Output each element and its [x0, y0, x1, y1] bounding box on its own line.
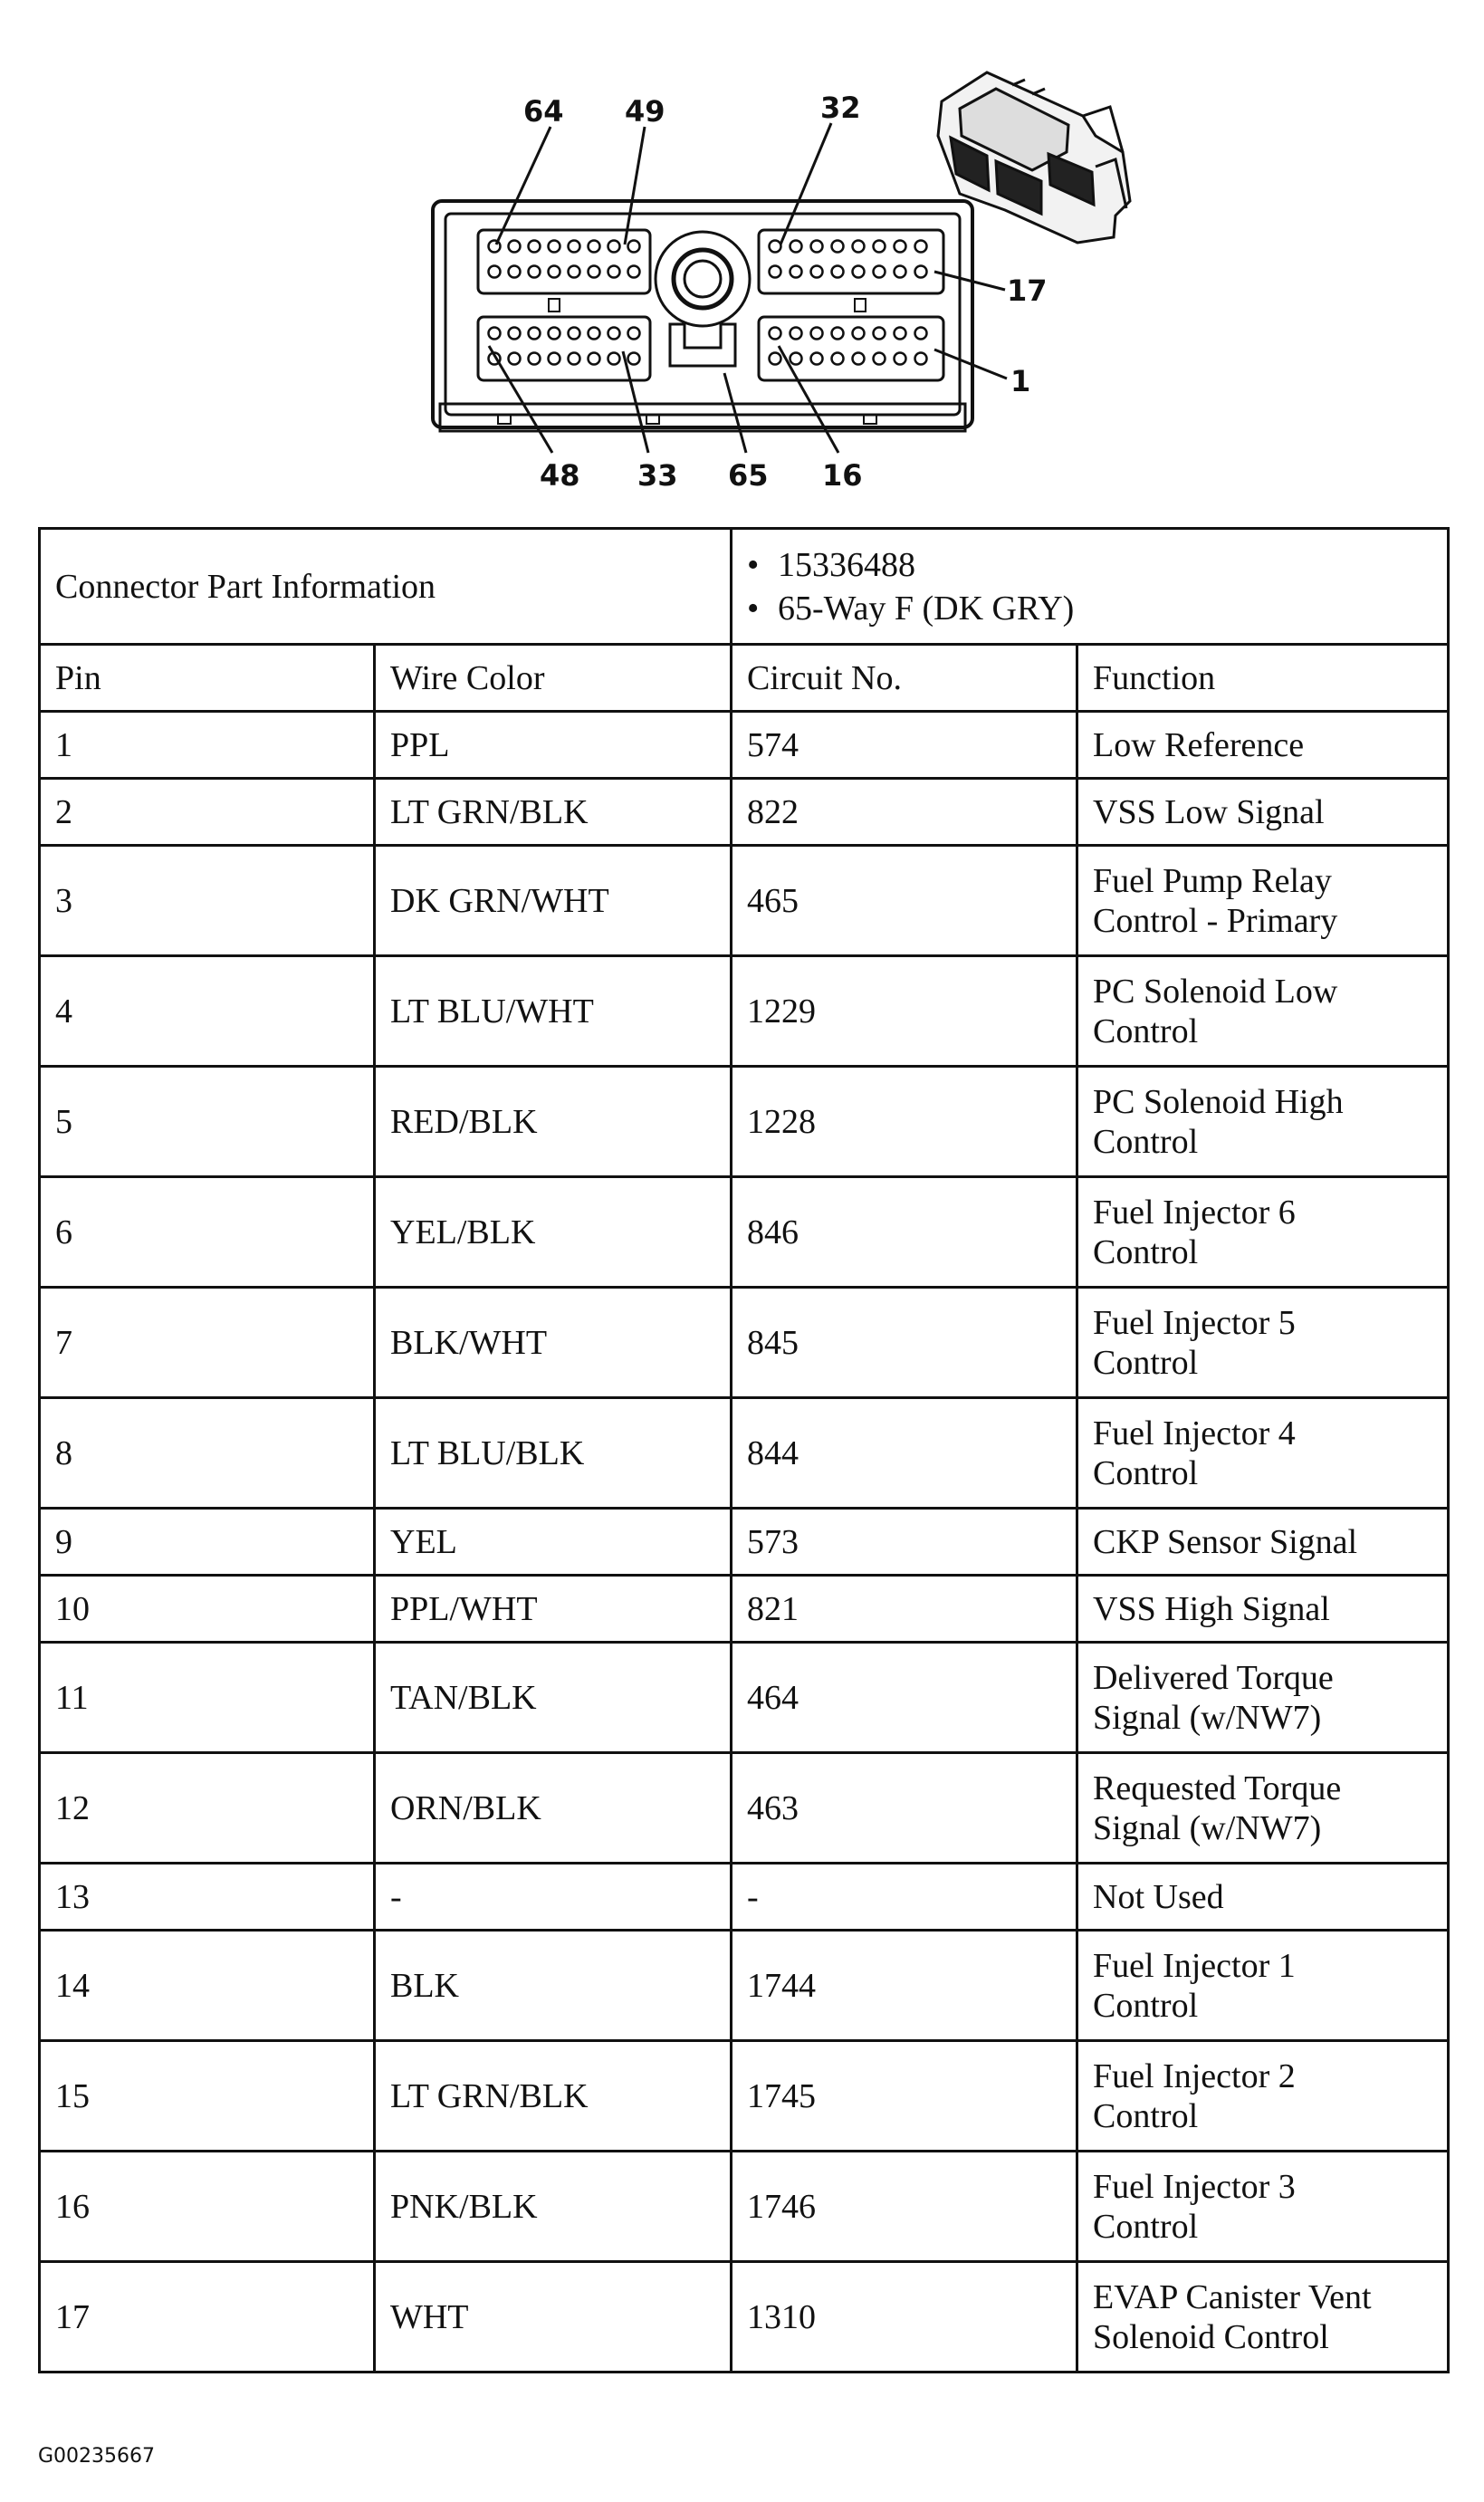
- function-line: Fuel Injector 2: [1093, 2056, 1296, 2095]
- pin-cavity: [874, 266, 886, 278]
- wire-color-cell: PPL/WHT: [375, 1576, 732, 1643]
- wire-color-cell: TAN/BLK: [375, 1643, 732, 1753]
- wire-color-cell: -: [375, 1864, 732, 1931]
- circuit-cell: 846: [732, 1177, 1077, 1288]
- function-cell: [1077, 1398, 1449, 1509]
- pin-cavity: [790, 328, 802, 340]
- function-cell: [1077, 712, 1449, 779]
- circuit-cell: 844: [732, 1398, 1077, 1509]
- pin-cavity: [608, 353, 620, 365]
- function-line: CKP Sensor Signal: [1093, 1522, 1358, 1561]
- connector-info-row: [40, 529, 1449, 645]
- pin-cavity: [790, 241, 802, 253]
- pin-cavity: [874, 241, 886, 253]
- pin-cavity: [811, 266, 823, 278]
- wire-color-cell: ORN/BLK: [375, 1753, 732, 1864]
- column-header-pin: Pin: [40, 645, 375, 712]
- function-line: Requested Torque: [1093, 1769, 1342, 1807]
- pin-cavity: [811, 241, 823, 253]
- pin-cavity: [853, 266, 865, 278]
- function-line: Control: [1093, 1343, 1199, 1382]
- connector-part-number: • 15336488: [747, 543, 1432, 587]
- function-line: Control: [1093, 2207, 1199, 2246]
- callout-pin-65: 65: [728, 458, 769, 493]
- function-cell: [1077, 1931, 1449, 2041]
- pin-cavity: [529, 241, 541, 253]
- function-line: Fuel Injector 1: [1093, 1946, 1296, 1985]
- wire-color-cell: RED/BLK: [375, 1067, 732, 1177]
- pin-cavity: [832, 241, 844, 253]
- callout-pin-17: 17: [1007, 273, 1048, 308]
- pin-cell: 9: [40, 1509, 375, 1576]
- function-line: Not Used: [1093, 1877, 1224, 1916]
- function-cell: [1077, 1643, 1449, 1753]
- callout-pin-48: 48: [540, 458, 580, 493]
- circuit-cell: 463: [732, 1753, 1077, 1864]
- pin-cavity: [853, 353, 865, 365]
- circuit-cell: 822: [732, 779, 1077, 846]
- column-header-wire-color: Wire Color: [375, 645, 732, 712]
- pin-cavity: [628, 353, 640, 365]
- circuit-cell: 573: [732, 1509, 1077, 1576]
- table-row: [40, 1288, 1449, 1398]
- circuit-cell: 1746: [732, 2152, 1077, 2262]
- function-line: Signal (w/NW7): [1093, 1808, 1322, 1847]
- function-line: Fuel Pump Relay: [1093, 861, 1332, 900]
- pin-cavity: [790, 353, 802, 365]
- function-line: Solenoid Control: [1093, 2317, 1329, 2356]
- wire-color-cell: BLK: [375, 1931, 732, 2041]
- pin-cell: 13: [40, 1864, 375, 1931]
- pin-cavity: [509, 328, 521, 340]
- pin-cavity: [628, 266, 640, 278]
- function-line: Fuel Injector 5: [1093, 1303, 1296, 1342]
- table-row: [40, 1509, 1449, 1576]
- pin-cavity: [628, 328, 640, 340]
- wire-color-cell: YEL: [375, 1509, 732, 1576]
- function-cell: [1077, 846, 1449, 956]
- circuit-cell: 464: [732, 1643, 1077, 1753]
- pin-cavity: [569, 353, 580, 365]
- table-row: [40, 2041, 1449, 2152]
- pin-cavity: [608, 241, 620, 253]
- table-row: [40, 1067, 1449, 1177]
- pin-cell: 15: [40, 2041, 375, 2152]
- pin-cavity: [770, 241, 781, 253]
- function-line: PC Solenoid High: [1093, 1082, 1344, 1121]
- function-cell: [1077, 1509, 1449, 1576]
- pin-cavity: [509, 266, 521, 278]
- pin-cell: 14: [40, 1931, 375, 2041]
- function-line: Fuel Injector 6: [1093, 1193, 1296, 1232]
- circuit-cell: 1745: [732, 2041, 1077, 2152]
- pin-cavity: [915, 353, 927, 365]
- function-cell: [1077, 1067, 1449, 1177]
- pin-cell: 16: [40, 2152, 375, 2262]
- pin-cell: 10: [40, 1576, 375, 1643]
- pin-cavity: [509, 353, 521, 365]
- table-row: [40, 846, 1449, 956]
- pin-cell: 17: [40, 2262, 375, 2373]
- wire-color-cell: WHT: [375, 2262, 732, 2373]
- pin-cavity: [589, 328, 600, 340]
- function-line: Fuel Injector 4: [1093, 1414, 1296, 1452]
- circuit-cell: 845: [732, 1288, 1077, 1398]
- callout-pin-32: 32: [820, 91, 861, 125]
- table-row: [40, 1931, 1449, 2041]
- connector-face: [433, 201, 972, 431]
- pin-cell: 7: [40, 1288, 375, 1398]
- pin-cavity: [608, 266, 620, 278]
- pin-cavity: [608, 328, 620, 340]
- pin-cavity: [569, 328, 580, 340]
- pin-cavity: [549, 241, 560, 253]
- function-cell: [1077, 1864, 1449, 1931]
- pin-cavity: [770, 353, 781, 365]
- pin-cavity: [811, 353, 823, 365]
- table-row: [40, 2262, 1449, 2373]
- wire-color-cell: LT BLU/BLK: [375, 1398, 732, 1509]
- pin-cavity: [628, 241, 640, 253]
- circuit-cell: 1310: [732, 2262, 1077, 2373]
- figure-id: G00235667: [38, 2445, 156, 2468]
- circuit-cell: -: [732, 1864, 1077, 1931]
- pin-cell: 1: [40, 712, 375, 779]
- function-cell: [1077, 1288, 1449, 1398]
- pin-cavity: [915, 266, 927, 278]
- connector-info-label: Connector Part Information: [40, 529, 732, 645]
- wire-color-cell: BLK/WHT: [375, 1288, 732, 1398]
- pin-cavity: [589, 353, 600, 365]
- pin-cell: 11: [40, 1643, 375, 1753]
- function-line: VSS High Signal: [1093, 1589, 1330, 1628]
- wire-color-cell: LT BLU/WHT: [375, 956, 732, 1067]
- table-row: [40, 2152, 1449, 2262]
- function-cell: [1077, 2152, 1449, 2262]
- pin-cavity: [915, 328, 927, 340]
- pin-cavities: [489, 241, 927, 365]
- function-cell: [1077, 2041, 1449, 2152]
- pin-cell: 8: [40, 1398, 375, 1509]
- function-cell: [1077, 1576, 1449, 1643]
- connector-info-values: [732, 529, 1449, 645]
- pin-cell: 5: [40, 1067, 375, 1177]
- function-cell: [1077, 1753, 1449, 1864]
- wire-color-cell: LT GRN/BLK: [375, 2041, 732, 2152]
- circuit-cell: 465: [732, 846, 1077, 956]
- table-row: [40, 1864, 1449, 1931]
- function-line: Low Reference: [1093, 725, 1305, 764]
- wire-color-cell: YEL/BLK: [375, 1177, 732, 1288]
- pin-cavity: [895, 353, 906, 365]
- table-row: [40, 1643, 1449, 1753]
- pin-cavity: [853, 241, 865, 253]
- function-line: Control: [1093, 1986, 1199, 2025]
- pin-cavity: [569, 266, 580, 278]
- pin-cavity: [509, 241, 521, 253]
- pin-cavity: [529, 266, 541, 278]
- function-line: Control: [1093, 1122, 1199, 1161]
- function-cell: [1077, 956, 1449, 1067]
- table-row: [40, 1753, 1449, 1864]
- pin-cavity: [770, 266, 781, 278]
- function-line: Delivered Torque: [1093, 1658, 1334, 1697]
- pin-cavity: [874, 328, 886, 340]
- function-line: Control: [1093, 2096, 1199, 2135]
- pin-cell: 2: [40, 779, 375, 846]
- pin-cavity: [895, 328, 906, 340]
- pin-cavity: [770, 328, 781, 340]
- circuit-cell: 1744: [732, 1931, 1077, 2041]
- pinout-table: [38, 527, 1450, 2373]
- pin-cavity: [489, 266, 501, 278]
- table-row: [40, 1398, 1449, 1509]
- wire-color-cell: LT GRN/BLK: [375, 779, 732, 846]
- wire-color-cell: PNK/BLK: [375, 2152, 732, 2262]
- connector-thumbnail: [938, 72, 1130, 243]
- pin-cavity: [895, 241, 906, 253]
- pin-cavity: [832, 328, 844, 340]
- table-header-row: [40, 645, 1449, 712]
- pin-cell: 12: [40, 1753, 375, 1864]
- callout-pin-16: 16: [822, 458, 863, 493]
- pin-cell: 3: [40, 846, 375, 956]
- pin-cavity: [790, 266, 802, 278]
- function-line: Control: [1093, 1011, 1199, 1050]
- pin-cavity: [549, 266, 560, 278]
- function-cell: [1077, 779, 1449, 846]
- function-line: Control - Primary: [1093, 901, 1338, 940]
- table-row: [40, 956, 1449, 1067]
- function-line: PC Solenoid Low: [1093, 972, 1338, 1011]
- callout-pin-1: 1: [1010, 364, 1031, 398]
- table-row: [40, 779, 1449, 846]
- function-line: VSS Low Signal: [1093, 792, 1325, 831]
- pin-cavity: [549, 353, 560, 365]
- circuit-cell: 821: [732, 1576, 1077, 1643]
- circuit-cell: 574: [732, 712, 1077, 779]
- pin-cell: 4: [40, 956, 375, 1067]
- connector-description: • 65-Way F (DK GRY): [747, 587, 1432, 630]
- function-line: Fuel Injector 3: [1093, 2167, 1296, 2206]
- pin-cavity: [853, 328, 865, 340]
- connector-diagram: [0, 0, 1484, 507]
- wire-color-cell: PPL: [375, 712, 732, 779]
- pin-cavity: [832, 266, 844, 278]
- function-line: EVAP Canister Vent: [1093, 2277, 1372, 2316]
- function-cell: [1077, 2262, 1449, 2373]
- pin-cavity: [589, 266, 600, 278]
- function-line: Control: [1093, 1232, 1199, 1271]
- pin-cavity: [915, 241, 927, 253]
- pin-cavity: [811, 328, 823, 340]
- pin-cell: 6: [40, 1177, 375, 1288]
- pin-cavity: [895, 266, 906, 278]
- pin-cavity: [529, 328, 541, 340]
- callout-pin-33: 33: [637, 458, 678, 493]
- column-header-circuit: Circuit No.: [732, 645, 1077, 712]
- callout-pin-64: 64: [523, 94, 564, 129]
- function-cell: [1077, 1177, 1449, 1288]
- callout-pin-49: 49: [625, 94, 665, 129]
- circuit-cell: 1228: [732, 1067, 1077, 1177]
- table-row: [40, 712, 1449, 779]
- pin-cavity: [832, 353, 844, 365]
- circuit-cell: 1229: [732, 956, 1077, 1067]
- pin-cavity: [549, 328, 560, 340]
- pin-cavity: [874, 353, 886, 365]
- pin-cavity: [569, 241, 580, 253]
- function-line: Control: [1093, 1453, 1199, 1492]
- pin-cavity: [529, 353, 541, 365]
- function-line: Signal (w/NW7): [1093, 1698, 1322, 1737]
- table-row: [40, 1576, 1449, 1643]
- table-row: [40, 1177, 1449, 1288]
- pin-cavity: [489, 328, 501, 340]
- pin-cavity: [589, 241, 600, 253]
- wire-color-cell: DK GRN/WHT: [375, 846, 732, 956]
- column-header-function: Function: [1077, 645, 1449, 712]
